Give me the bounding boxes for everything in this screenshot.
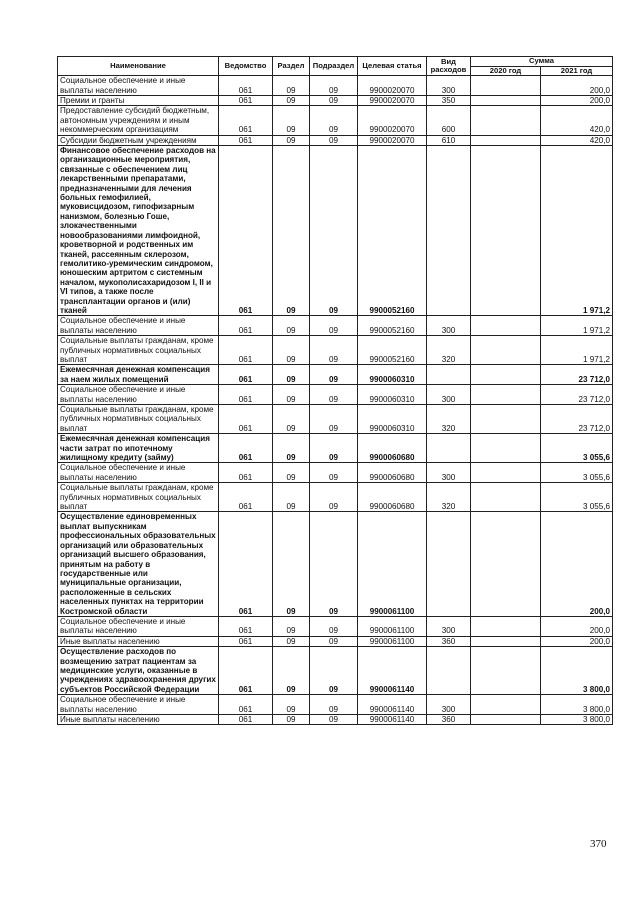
table-row <box>58 316 613 336</box>
row-subsection: 09 <box>310 616 358 636</box>
row-target: 9900052160 <box>358 146 427 316</box>
row-section: 09 <box>273 434 310 463</box>
row-section: 09 <box>273 405 310 434</box>
row-department: 061 <box>219 616 273 636</box>
row-amount-2021: 420,0 <box>541 106 613 135</box>
table-row <box>58 106 613 135</box>
table-row <box>58 385 613 405</box>
row-section: 09 <box>273 336 310 365</box>
row-expense-type: 610 <box>427 135 471 145</box>
table-row <box>58 483 613 512</box>
row-amount-2021: 23 712,0 <box>541 385 613 405</box>
row-name: Социальные выплаты гражданам, кроме публичных нормативных социальных выплат <box>58 405 219 434</box>
row-amount-2021: 1 971,2 <box>541 316 613 336</box>
row-department: 061 <box>219 434 273 463</box>
table-row <box>58 135 613 145</box>
row-subsection: 09 <box>310 106 358 135</box>
table-row <box>58 405 613 434</box>
row-expense-type: 300 <box>427 616 471 636</box>
row-name: Социальное обеспечение и иные выплаты населению <box>58 316 219 336</box>
row-section: 09 <box>273 463 310 483</box>
row-name: Социальное обеспечение и иные выплаты населению <box>58 463 219 483</box>
row-name: Предоставление субсидий бюджетным, автономным учреждениям и иным некоммерческим организациям <box>58 106 219 135</box>
row-department: 061 <box>219 336 273 365</box>
row-amount-2020 <box>471 512 541 616</box>
row-department: 061 <box>219 405 273 434</box>
row-subsection: 09 <box>310 76 358 96</box>
row-expense-type: 360 <box>427 715 471 725</box>
row-name: Социальное обеспечение и иные выплаты населению <box>58 616 219 636</box>
table-header <box>58 57 613 76</box>
row-amount-2020 <box>471 636 541 646</box>
row-amount-2021: 1 971,2 <box>541 336 613 365</box>
table-row <box>58 96 613 106</box>
row-amount-2021: 200,0 <box>541 76 613 96</box>
row-expense-type: 320 <box>427 405 471 434</box>
table-row <box>58 636 613 646</box>
row-amount-2020 <box>471 106 541 135</box>
row-target: 9900061100 <box>358 616 427 636</box>
row-department: 061 <box>219 365 273 385</box>
row-amount-2021: 3 055,6 <box>541 463 613 483</box>
row-name: Осуществление единовременных выплат выпускникам профессиональных образовательных организаций или образовательных организаций высшего образования, принятым на работу в государственные или муниципальные организации, расположенные в сельских населенных пунктах на территории Костромской области <box>58 512 219 616</box>
table-row <box>58 76 613 96</box>
row-department: 061 <box>219 483 273 512</box>
row-subsection: 09 <box>310 405 358 434</box>
column-header-expense-type: Вид расходов <box>427 57 471 76</box>
row-target: 9900052160 <box>358 316 427 336</box>
row-name: Социальное обеспечение и иные выплаты населению <box>58 385 219 405</box>
row-expense-type <box>427 647 471 695</box>
row-target: 9900061140 <box>358 715 427 725</box>
row-name: Социальное обеспечение и иные выплаты населению <box>58 695 219 715</box>
row-expense-type: 300 <box>427 76 471 96</box>
row-section: 09 <box>273 483 310 512</box>
row-section: 09 <box>273 695 310 715</box>
column-header-2020: 2020 год <box>471 66 541 76</box>
row-amount-2021: 420,0 <box>541 135 613 145</box>
row-name: Иные выплаты населению <box>58 715 219 725</box>
row-amount-2020 <box>471 385 541 405</box>
column-header-2021: 2021 год <box>541 66 613 76</box>
row-subsection: 09 <box>310 512 358 616</box>
column-header-section: Раздел <box>273 57 310 76</box>
column-header-name: Наименование <box>58 57 219 76</box>
row-target: 9900061100 <box>358 636 427 646</box>
row-department: 061 <box>219 106 273 135</box>
row-expense-type <box>427 365 471 385</box>
table-row <box>58 695 613 715</box>
budget-table <box>57 56 613 725</box>
row-name: Иные выплаты населению <box>58 636 219 646</box>
row-amount-2020 <box>471 316 541 336</box>
row-amount-2021: 3 055,6 <box>541 434 613 463</box>
table-row <box>58 146 613 316</box>
row-section: 09 <box>273 512 310 616</box>
row-amount-2021: 1 971,2 <box>541 146 613 316</box>
row-target: 9900020070 <box>358 96 427 106</box>
row-expense-type <box>427 146 471 316</box>
row-expense-type <box>427 434 471 463</box>
row-amount-2021: 3 800,0 <box>541 695 613 715</box>
row-amount-2020 <box>471 434 541 463</box>
row-amount-2021: 3 800,0 <box>541 647 613 695</box>
row-expense-type: 300 <box>427 385 471 405</box>
row-subsection: 09 <box>310 715 358 725</box>
row-section: 09 <box>273 96 310 106</box>
row-department: 061 <box>219 96 273 106</box>
row-section: 09 <box>273 715 310 725</box>
row-department: 061 <box>219 316 273 336</box>
row-section: 09 <box>273 616 310 636</box>
row-department: 061 <box>219 385 273 405</box>
row-amount-2020 <box>471 695 541 715</box>
row-amount-2020 <box>471 647 541 695</box>
row-subsection: 09 <box>310 647 358 695</box>
row-section: 09 <box>273 636 310 646</box>
row-amount-2020 <box>471 96 541 106</box>
row-target: 9900060310 <box>358 405 427 434</box>
row-section: 09 <box>273 76 310 96</box>
row-amount-2020 <box>471 463 541 483</box>
row-subsection: 09 <box>310 316 358 336</box>
row-target: 9900060310 <box>358 385 427 405</box>
row-amount-2020 <box>471 715 541 725</box>
row-target: 9900061140 <box>358 647 427 695</box>
row-department: 061 <box>219 715 273 725</box>
row-expense-type: 320 <box>427 483 471 512</box>
row-name: Премии и гранты <box>58 96 219 106</box>
row-subsection: 09 <box>310 695 358 715</box>
row-department: 061 <box>219 463 273 483</box>
table-row <box>58 616 613 636</box>
row-expense-type: 300 <box>427 463 471 483</box>
row-department: 061 <box>219 146 273 316</box>
table-row <box>58 715 613 725</box>
row-subsection: 09 <box>310 385 358 405</box>
table-row <box>58 463 613 483</box>
row-name: Финансовое обеспечение расходов на организационные мероприятия, связанные с обеспечением лиц лекарственными препаратами, предназначенными для лечения больных гемофилией, муковисцидозом, гипофизарным нанизмом, болезнью Гоше, злокачественными новообразованиями лимфоидной, кроветворной и родственных им тканей, рассеянным склерозом, гемолитико-уремическим синдромом, юношеским артритом с системным началом, мукополисахаридозом I, II и VI типов, а также после трансплантации органов и (или) тканей <box>58 146 219 316</box>
row-section: 09 <box>273 316 310 336</box>
row-section: 09 <box>273 135 310 145</box>
table-body <box>58 76 613 725</box>
row-department: 061 <box>219 695 273 715</box>
table-row <box>58 336 613 365</box>
row-amount-2020 <box>471 135 541 145</box>
row-name: Субсидии бюджетным учреждениям <box>58 135 219 145</box>
column-header-subsection: Подраздел <box>310 57 358 76</box>
column-header-target: Целевая статья <box>358 57 427 76</box>
row-name: Социальные выплаты гражданам, кроме публичных нормативных социальных выплат <box>58 483 219 512</box>
row-subsection: 09 <box>310 96 358 106</box>
row-section: 09 <box>273 106 310 135</box>
column-header-department: Ведомство <box>219 57 273 76</box>
row-amount-2021: 200,0 <box>541 96 613 106</box>
table-row <box>58 647 613 695</box>
row-name: Социальные выплаты гражданам, кроме публичных нормативных социальных выплат <box>58 336 219 365</box>
row-department: 061 <box>219 512 273 616</box>
row-target: 9900060680 <box>358 463 427 483</box>
row-name: Ежемесячная денежная компенсация за наем жилых помещений <box>58 365 219 385</box>
row-amount-2020 <box>471 336 541 365</box>
row-subsection: 09 <box>310 483 358 512</box>
row-amount-2020 <box>471 405 541 434</box>
row-target: 9900060680 <box>358 483 427 512</box>
row-expense-type: 360 <box>427 636 471 646</box>
row-amount-2020 <box>471 483 541 512</box>
page-number: 370 <box>590 838 607 850</box>
table-row <box>58 512 613 616</box>
column-header-sum: Сумма <box>471 57 613 67</box>
row-name: Осуществление расходов по возмещению затрат пациентам за медицинские услуги, оказанные в учреждениях здравоохранения других субъектов Российской Федерации <box>58 647 219 695</box>
row-name: Социальное обеспечение и иные выплаты населению <box>58 76 219 96</box>
row-amount-2020 <box>471 146 541 316</box>
row-expense-type: 300 <box>427 316 471 336</box>
row-expense-type: 350 <box>427 96 471 106</box>
row-amount-2021: 200,0 <box>541 512 613 616</box>
row-amount-2020 <box>471 365 541 385</box>
row-amount-2021: 23 712,0 <box>541 405 613 434</box>
row-subsection: 09 <box>310 463 358 483</box>
row-department: 061 <box>219 636 273 646</box>
row-amount-2021: 200,0 <box>541 636 613 646</box>
table-row <box>58 434 613 463</box>
row-target: 9900060310 <box>358 365 427 385</box>
row-amount-2021: 3 055,6 <box>541 483 613 512</box>
row-subsection: 09 <box>310 336 358 365</box>
row-target: 9900020070 <box>358 76 427 96</box>
row-expense-type <box>427 512 471 616</box>
row-amount-2020 <box>471 76 541 96</box>
row-section: 09 <box>273 146 310 316</box>
row-expense-type: 320 <box>427 336 471 365</box>
row-expense-type: 600 <box>427 106 471 135</box>
row-name: Ежемесячная денежная компенсация части затрат по ипотечному жилищному кредиту (займу) <box>58 434 219 463</box>
row-amount-2021: 200,0 <box>541 616 613 636</box>
row-section: 09 <box>273 365 310 385</box>
table-row <box>58 365 613 385</box>
row-section: 09 <box>273 385 310 405</box>
row-section: 09 <box>273 647 310 695</box>
row-subsection: 09 <box>310 135 358 145</box>
row-department: 061 <box>219 135 273 145</box>
row-department: 061 <box>219 647 273 695</box>
row-target: 9900061140 <box>358 695 427 715</box>
row-subsection: 09 <box>310 146 358 316</box>
row-target: 9900020070 <box>358 135 427 145</box>
row-subsection: 09 <box>310 636 358 646</box>
row-target: 9900061100 <box>358 512 427 616</box>
row-amount-2020 <box>471 616 541 636</box>
row-target: 9900020070 <box>358 106 427 135</box>
row-target: 9900060680 <box>358 434 427 463</box>
row-department: 061 <box>219 76 273 96</box>
row-amount-2021: 23 712,0 <box>541 365 613 385</box>
row-target: 9900052160 <box>358 336 427 365</box>
row-subsection: 09 <box>310 365 358 385</box>
row-expense-type: 300 <box>427 695 471 715</box>
row-amount-2021: 3 800,0 <box>541 715 613 725</box>
row-subsection: 09 <box>310 434 358 463</box>
